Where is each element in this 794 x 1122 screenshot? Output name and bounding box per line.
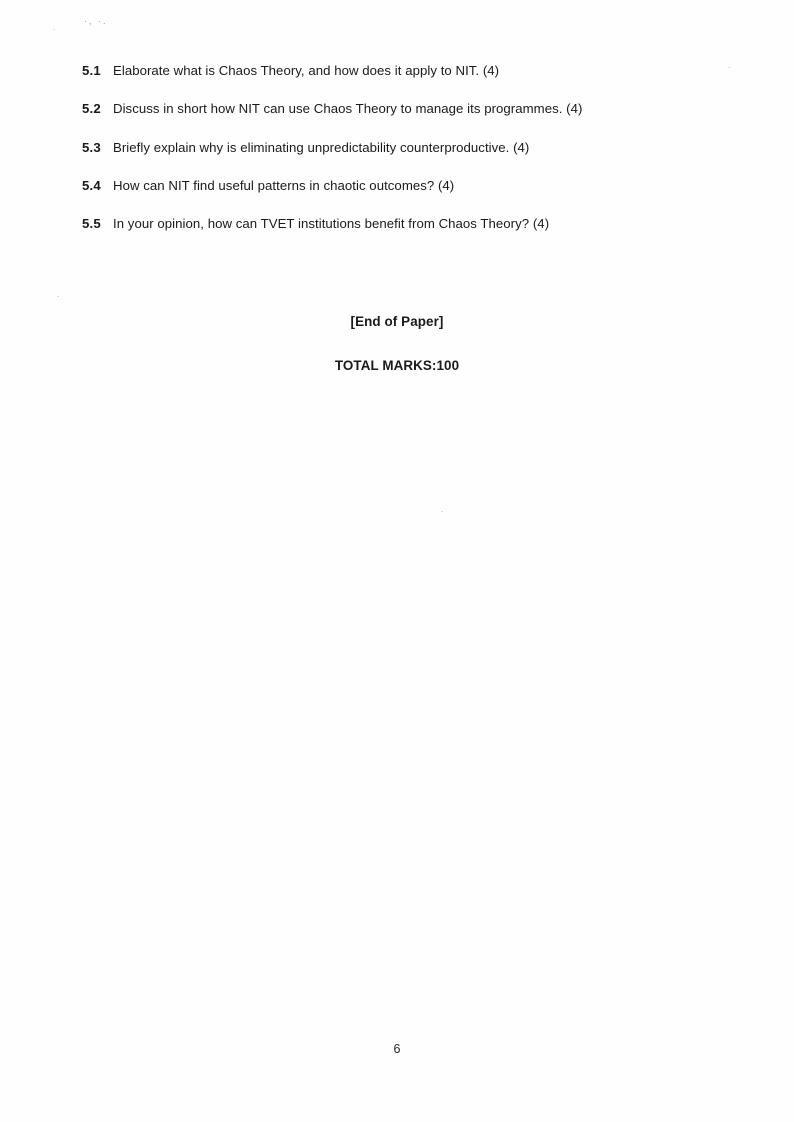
total-marks-label: TOTAL MARKS:100 xyxy=(334,358,460,373)
question-text: In your opinion, how can TVET institutions benefit from Chaos Theory? (4) xyxy=(113,216,550,232)
question-number: 5.4 xyxy=(82,177,101,193)
list-item xyxy=(82,139,712,157)
question-text: Elaborate what is Chaos Theory, and how does it apply to NIT. (4) xyxy=(113,63,500,78)
question-number: 5.2 xyxy=(82,101,101,117)
scan-speckle-icon: . xyxy=(441,505,444,514)
question-text: Briefly explain why is eliminating unpredictability counterproductive. (4) xyxy=(113,139,530,155)
question-text: How can NIT find useful patterns in chaotic outcomes? (4) xyxy=(113,177,455,193)
scan-speckle-icon: . xyxy=(728,61,731,70)
question-text: Discuss in short how NIT can use Chaos Theory to manage its programmes. (4) xyxy=(113,101,583,117)
list-item xyxy=(82,62,712,80)
scan-speckle-icon: ·, ·. xyxy=(84,16,108,26)
question-list xyxy=(82,62,712,373)
list-item xyxy=(82,177,712,195)
scan-speckle-icon: . xyxy=(57,290,60,299)
list-item xyxy=(82,100,712,118)
question-number: 5.1 xyxy=(82,63,101,78)
page-number: 6 xyxy=(393,1042,401,1056)
question-number: 5.3 xyxy=(82,139,101,155)
scan-speckle-icon: . xyxy=(53,23,56,32)
list-item xyxy=(82,215,712,233)
question-number: 5.5 xyxy=(82,216,101,232)
end-of-paper-label: [End of Paper] xyxy=(350,314,444,329)
